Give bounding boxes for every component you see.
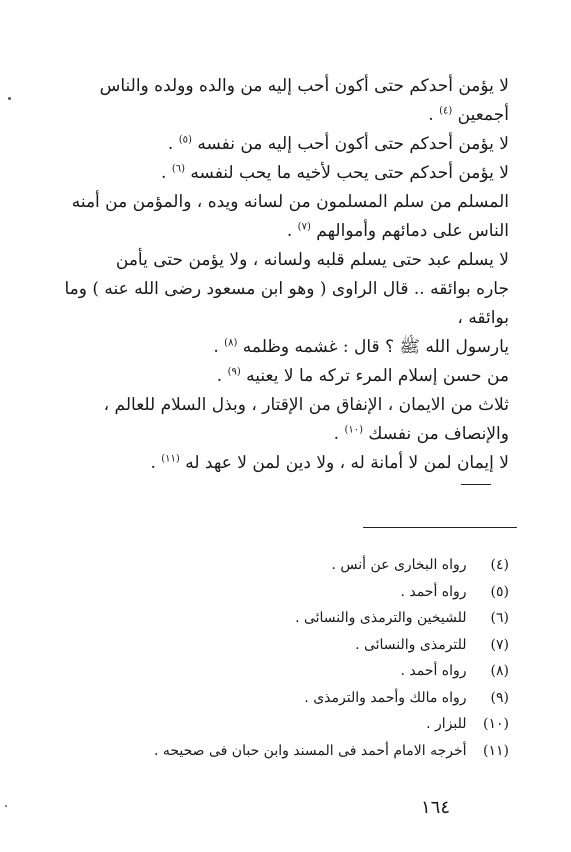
footnote-text: للشيخين والترمذى والنسائى . bbox=[295, 610, 467, 626]
hadith-8 bbox=[49, 449, 509, 478]
hadith-4 bbox=[49, 188, 509, 217]
hadith-1-line-1: لا يؤمن أحدكم حتى أكون أحب إليه من والده وولده والناس bbox=[99, 76, 509, 96]
hadith-1-continuation bbox=[49, 101, 509, 130]
footnote-ref-8: (٨) bbox=[224, 337, 238, 349]
hadith-2 bbox=[49, 130, 509, 159]
hadith-3 bbox=[49, 159, 509, 188]
footnote-text: رواه مالك وأحمد والترمذى . bbox=[304, 689, 467, 706]
scan-speck bbox=[8, 97, 11, 100]
period: . bbox=[286, 221, 293, 241]
footnote-ref-9: (٩) bbox=[227, 366, 241, 378]
footnote-item bbox=[49, 711, 509, 738]
period: . bbox=[216, 366, 223, 386]
footnote-number: (١١) bbox=[483, 742, 509, 759]
hadith-7-continuation bbox=[49, 420, 509, 449]
footnote-item bbox=[49, 658, 509, 685]
hadith-1 bbox=[49, 72, 509, 101]
hadith-5-line-3: يارسول الله ﷺ ؟ قال : غشمه وظلمه bbox=[242, 337, 509, 357]
hadith-3-text: لا يؤمن أحدكم حتى يحب لأخيه ما يحب لنفسه bbox=[190, 163, 509, 183]
footnote-text: للبزار . bbox=[426, 716, 467, 732]
main-text-body bbox=[49, 72, 509, 478]
period: . bbox=[333, 424, 340, 444]
footnote-text: رواه أحمد . bbox=[400, 583, 467, 600]
hadith-5 bbox=[49, 246, 509, 275]
hadith-5-line-1: لا يسلم عبد حتى يسلم قلبه ولسانه ، ولا يؤمن حتى يأمن bbox=[115, 250, 509, 270]
footnote-number: (٨) bbox=[490, 663, 509, 679]
hadith-6 bbox=[49, 362, 509, 391]
period: . bbox=[213, 337, 219, 357]
footnote-text: رواه البخارى عن أنس . bbox=[331, 557, 467, 573]
footnote-number: (٥) bbox=[490, 583, 509, 600]
footnote-ref-7: (٧) bbox=[297, 221, 311, 233]
footnote-ref-10: (١٠) bbox=[344, 424, 363, 436]
footnote-ref-6: (٦) bbox=[171, 163, 186, 175]
pen-underline-mark bbox=[461, 484, 491, 485]
footnote-ref-4: (٤) bbox=[439, 105, 453, 117]
hadith-8-text: لا إيمان لمن لا أمانة له ، ولا دين لمن لا عهد له bbox=[185, 453, 509, 473]
period: . bbox=[150, 453, 156, 473]
footnote-text: للترمذى والنسائى . bbox=[355, 636, 467, 653]
footnote-text: رواه أحمد . bbox=[400, 663, 467, 679]
hadith-7 bbox=[49, 391, 509, 420]
hadith-6-text: من حسن إسلام المرء تركه ما لا يعنيه bbox=[246, 366, 509, 386]
footnote-number: (١٠) bbox=[483, 716, 509, 732]
footnote-number: (٤) bbox=[490, 557, 509, 573]
scan-speck bbox=[5, 805, 7, 807]
page-number: ١٦٤ bbox=[421, 797, 451, 818]
hadith-2-text: لا يؤمن أحدكم حتى أكون أحب إليه من نفسه bbox=[197, 134, 509, 154]
hadith-4-line-2: الناس على دمائهم وأموالهم bbox=[316, 221, 509, 241]
footnote-item bbox=[49, 632, 509, 659]
footnote-item bbox=[49, 685, 509, 712]
footnote-number: (٧) bbox=[490, 636, 509, 653]
footnote-text: أخرجه الامام أحمد فى المسند وابن حبان فى صحيحه . bbox=[153, 742, 467, 759]
footnote-ref-11: (١١) bbox=[161, 453, 180, 465]
hadith-5-continuation-1 bbox=[49, 275, 509, 333]
footnote-item bbox=[49, 552, 509, 579]
hadith-4-continuation bbox=[49, 217, 509, 246]
period: . bbox=[161, 163, 167, 183]
hadith-5-line-2: جاره بوائقه .. قال الراوى ( وهو ابن مسعود رضى الله عنه ) وما بوائقه ، bbox=[64, 279, 509, 328]
period: . bbox=[428, 105, 434, 125]
hadith-4-line-1: المسلم من سلم المسلمون من لسانه ويده ، والمؤمن من أمنه bbox=[71, 192, 509, 212]
footnotes-list bbox=[49, 552, 509, 764]
footnote-number: (٩) bbox=[490, 689, 509, 706]
hadith-5-continuation-2 bbox=[49, 333, 509, 362]
footnote-item bbox=[49, 605, 509, 632]
footnote-item bbox=[49, 738, 509, 765]
hadith-7-line-2: والإنصاف من نفسك bbox=[368, 424, 509, 444]
footnote-number: (٦) bbox=[490, 610, 509, 626]
footnote-item bbox=[49, 579, 509, 606]
hadith-1-line-2: أجمعين bbox=[457, 105, 509, 125]
period: . bbox=[167, 134, 174, 154]
footnote-ref-5: (٥) bbox=[178, 134, 192, 146]
hadith-7-line-1: ثلاث من الايمان ، الإنفاق من الإقتار ، وبذل السلام للعالم ، bbox=[103, 395, 509, 415]
footnote-divider bbox=[363, 527, 517, 528]
